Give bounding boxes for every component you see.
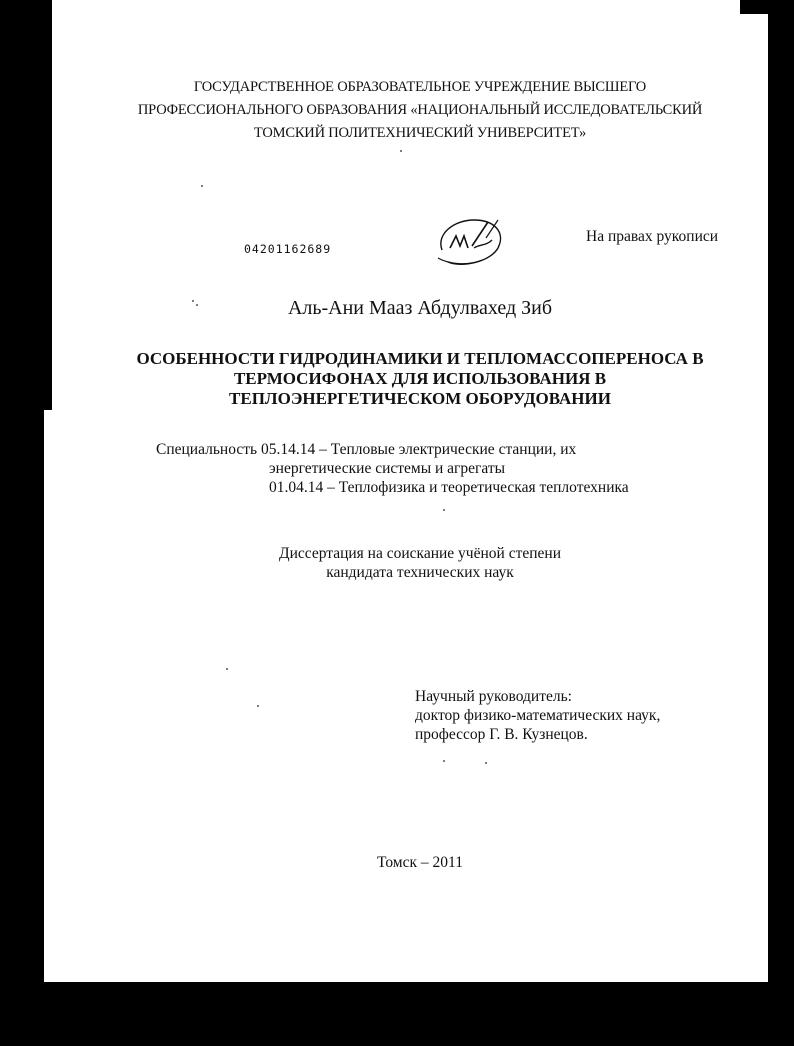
institution-line-1: ГОСУДАРСТВЕННОЕ ОБРАЗОВАТЕЛЬНОЕ УЧРЕЖДЕНИЕ ВЫСШЕГО [193, 79, 647, 95]
scan-speck [226, 668, 228, 670]
registration-number: 04201162689 [244, 242, 332, 256]
scan-speck [192, 300, 194, 302]
supervisor-degree: доктор физико-математических наук, [415, 707, 661, 724]
manuscript-note: На правах рукописи [586, 228, 719, 245]
scan-speck [400, 150, 402, 152]
thesis-title-line-3: ТЕПЛОЭНЕРГЕТИЧЕСКОМ ОБОРУДОВАНИИ [229, 389, 611, 408]
scan-border-bottom [0, 982, 794, 1046]
scan-speck [257, 705, 259, 707]
scan-speck [443, 760, 445, 762]
scan-speck [196, 304, 198, 306]
institution-line-3: ТОМСКИЙ ПОЛИТЕХНИЧЕСКИЙ УНИВЕРСИТЕТ» [253, 125, 587, 141]
scan-speck [201, 185, 203, 187]
specialty-line-1: Специальность 05.14.14 – Тепловые электрические станции, их [156, 441, 577, 458]
supervisor-name: профессор Г. В. Кузнецов. [415, 726, 588, 743]
author-name: Аль-Ани Мааз Абдулвахед Зиб [287, 297, 553, 319]
degree-line-1: Диссертация на соискание учёной степени [279, 545, 561, 562]
scan-border-right [768, 0, 794, 1046]
scan-border-left [0, 0, 44, 1046]
institution-line-2: ПРОФЕССИОНАЛЬНОГО ОБРАЗОВАНИЯ «НАЦИОНАЛЬНЫЙ ИССЛЕДОВАТЕЛЬСКИЙ [137, 102, 703, 118]
signature-icon [428, 210, 508, 272]
specialty-line-3: 01.04.14 – Теплофизика и теоретическая теплотехника [269, 479, 629, 496]
thesis-title-line-1: ОСОБЕННОСТИ ГИДРОДИНАМИКИ И ТЕПЛОМАССОПЕРЕНОСА В [136, 349, 704, 368]
thesis-title-line-2: ТЕРМОСИФОНАХ ДЛЯ ИСПОЛЬЗОВАНИЯ В [233, 369, 607, 388]
scan-speck [443, 509, 445, 511]
scan-speck [485, 762, 487, 764]
city-year: Томск – 2011 [377, 854, 463, 871]
specialty-line-2: энергетические системы и агрегаты [269, 460, 506, 477]
scan-border-corner [740, 0, 768, 14]
degree-line-2: кандидата технических наук [326, 564, 514, 581]
supervisor-label: Научный руководитель: [415, 688, 572, 705]
